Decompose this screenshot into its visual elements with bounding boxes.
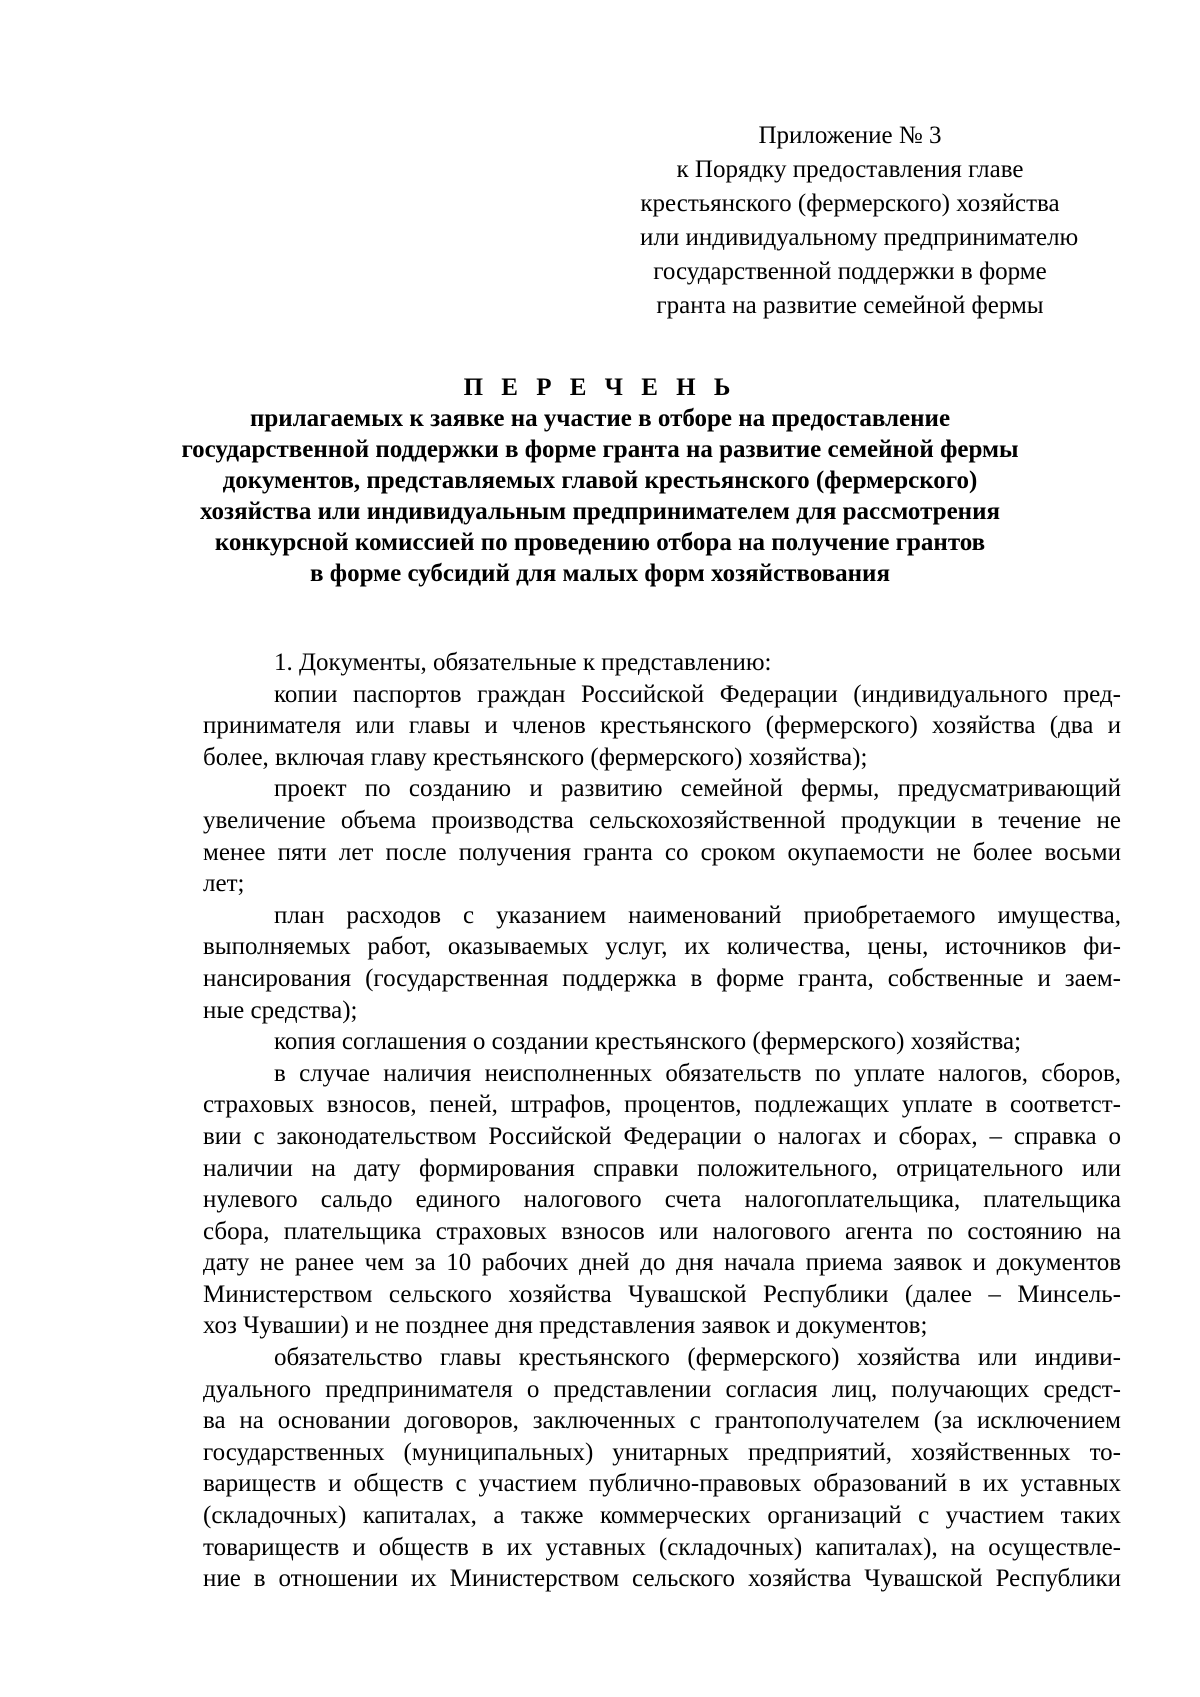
body-line: вии с законодательством Российской Федерации о налогах и сборах, – справка о bbox=[203, 1122, 1121, 1150]
body-line: сбора, плательщика страховых взносов или налогового агента по состоянию на bbox=[203, 1217, 1121, 1245]
body-line: более, включая главу крестьянского (фермерского) хозяйства); bbox=[203, 743, 868, 771]
body-line: ва на основании договоров, заключенных с грантополучателем (за исключением bbox=[203, 1407, 1121, 1435]
appendix-line: крестьянского (фермерского) хозяйства bbox=[640, 190, 1060, 217]
heading-line: конкурсной комиссией по проведению отбора на получение грантов bbox=[214, 529, 986, 556]
body-line: копии паспортов граждан Российской Федерации (индивидуального пред- bbox=[274, 680, 1121, 708]
document-body bbox=[203, 647, 1121, 1595]
body-line: дату не ранее чем за 10 рабочих дней до дня начала приема заявок и документов bbox=[203, 1249, 1121, 1277]
document-title: П Е Р Е Ч Е Н Ь bbox=[463, 374, 737, 401]
body-line: менее пяти лет после получения гранта со сроком окупаемости не более восьми bbox=[203, 838, 1121, 866]
appendix-line: к Порядку предоставления главе bbox=[676, 156, 1024, 183]
section-heading: 1. Документы, обязательные к представлению: bbox=[274, 649, 772, 676]
body-line: хоз Чувашии) и не позднее дня представления заявок и документов; bbox=[203, 1312, 928, 1340]
body-line: нулевого сальдо единого налогового счета налогоплательщика, плательщика bbox=[203, 1186, 1121, 1214]
heading-line: в форме субсидий для малых форм хозяйствования bbox=[310, 560, 890, 587]
appendix-reference bbox=[640, 119, 1079, 323]
heading-line: хозяйства или индивидуальным предпринимателем для рассмотрения bbox=[199, 498, 1001, 525]
body-line: обязательство главы крестьянского (фермерского) хозяйства или индиви- bbox=[274, 1344, 1121, 1372]
body-line: нансирования (государственная поддержка в форме гранта, собственные и заем- bbox=[203, 964, 1121, 992]
body-line: наличии на дату формирования справки положительного, отрицательного или bbox=[203, 1154, 1121, 1182]
appendix-line: Приложение № 3 bbox=[758, 122, 942, 149]
body-line: вариществ и обществ с участием публично-правовых образований в их уставных bbox=[203, 1470, 1121, 1498]
heading-line: государственной поддержки в форме гранта на развитие семейной фермы bbox=[181, 436, 1019, 463]
document-heading bbox=[160, 372, 1040, 589]
body-line: дуального предпринимателя о представлении согласия лиц, получающих средст- bbox=[203, 1375, 1121, 1403]
appendix-line: гранта на развитие семейной фермы bbox=[656, 292, 1044, 319]
body-line: ные средства); bbox=[203, 996, 358, 1024]
body-line: копия соглашения о создании крестьянского (фермерского) хозяйства; bbox=[274, 1028, 1022, 1056]
heading-line: прилагаемых к заявке на участие в отборе на предоставление bbox=[249, 405, 951, 432]
body-line: увеличение объема производства сельскохозяйственной продукции в течение не bbox=[203, 806, 1121, 834]
body-line: лет; bbox=[203, 870, 245, 898]
body-line: (складочных) капиталах, а также коммерческих организаций с участием таких bbox=[203, 1502, 1121, 1530]
body-line: государственных (муниципальных) унитарных предприятий, хозяйственных то- bbox=[203, 1438, 1121, 1466]
appendix-line: государственной поддержки в форме bbox=[653, 258, 1047, 285]
body-line: страховых взносов, пеней, штрафов, процентов, подлежащих уплате в соответст- bbox=[203, 1091, 1121, 1119]
heading-line: документов, представляемых главой крестьянского (фермерского) bbox=[222, 467, 978, 494]
body-line: в случае наличия неисполненных обязательств по уплате налогов, сборов, bbox=[274, 1059, 1121, 1087]
body-line: выполняемых работ, оказываемых услуг, их количества, цены, источников фи- bbox=[203, 933, 1121, 961]
appendix-line: или индивидуальному предпринимателю bbox=[640, 224, 1079, 251]
body-line: план расходов с указанием наименований приобретаемого имущества, bbox=[274, 901, 1121, 929]
body-line: Министерством сельского хозяйства Чувашской Республики (далее – Минсель- bbox=[203, 1280, 1121, 1308]
body-line: ние в отношении их Министерством сельского хозяйства Чувашской Республики bbox=[203, 1565, 1121, 1593]
body-line: товариществ и обществ в их уставных (складочных) капиталах), на осуществле- bbox=[203, 1533, 1121, 1561]
body-line: проект по созданию и развитию семейной фермы, предусматривающий bbox=[274, 775, 1121, 803]
body-line: принимателя или главы и членов крестьянского (фермерского) хозяйства (два и bbox=[203, 712, 1121, 740]
